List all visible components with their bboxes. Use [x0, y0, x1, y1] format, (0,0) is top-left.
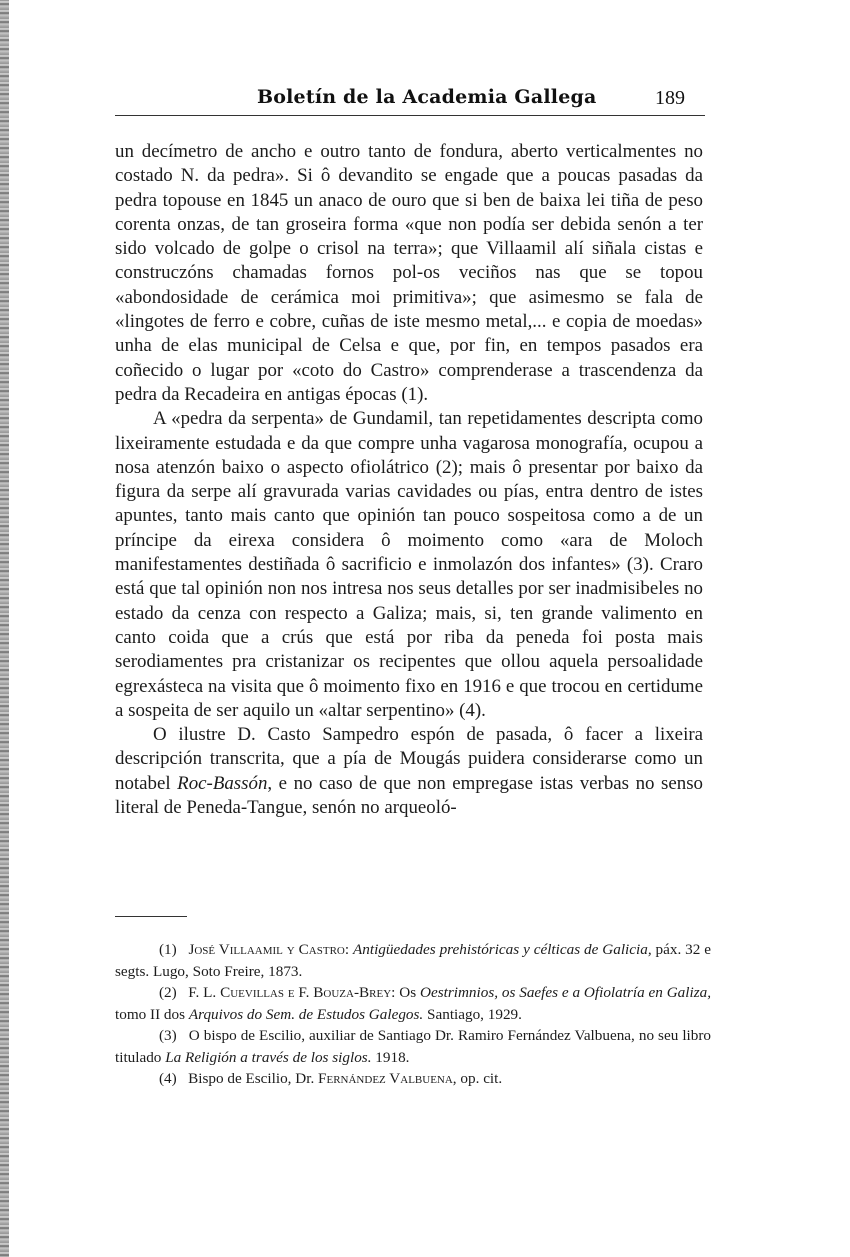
paragraph-3 [115, 723, 703, 820]
page-header [115, 84, 705, 116]
footnote-4 [115, 1068, 711, 1090]
footnote-4-number: (4) [159, 1070, 177, 1087]
footnote-2-rest: Santiago, 1929. [427, 1005, 522, 1023]
paragraph-3-text-end: , e no caso de que non empregase istas verbas no senso literal de Peneda-Tangue, senón no arqueoló- [115, 772, 703, 819]
footnote-4-pre: Bispo de Escilio, Dr. [188, 1070, 315, 1087]
paragraph-2-text: A «pedra da serpenta» de Gundamil, tan repetidamentes descripta como lixeiramente estudada e da que compre unha vagarosa monografía, ocupou a nosa atenzón baixo o aspecto ofiolátrico (2); mais ô presentar por baixo da figura da serpe alí gravurada varias cavidades ou pías, entra dentro de istes apuntes, tanto mais canto que opinión tan pouco sospeitosa como a de un príncipe da eirexa considera ô moimento como «ara de Moloch manifestamentes destiñada ô sacrificio e inmolazón dos infantes» (3). Craro está que tal opinión non nos intresa nos seus detalles por ser inadmisibeles no estado da cenza con respecto a Galiza; mais, si, ten grande valimento en canto coida que a crús que está por riba da peneda foi posta mais serodiamentes pra cristanizar os recipentes que ollou aquela persoalidade egrexásteca na visita que ô moimento fixo en 1916 e que trocou en certidume a sospeita de ser aquilo un «altar serpentino» (4). [115, 408, 703, 721]
paragraph-3-italic: Roc-Bassón [177, 772, 268, 794]
footnote-2-mid1: Os [399, 984, 417, 1001]
footnote-3-rest: 1918. [375, 1048, 410, 1066]
footnotes [115, 939, 711, 1090]
footnote-4-rest: op. cit. [460, 1070, 503, 1087]
footnote-2-mid2: tomo II dos [115, 1005, 186, 1023]
footnote-4-author: Fernández Valbuena, [318, 1070, 457, 1087]
footnote-1-number: (1) [159, 941, 177, 958]
header-rule [115, 115, 705, 116]
footnote-rule [115, 916, 187, 917]
footnote-1-author: José Villaamil y Castro: [188, 941, 350, 958]
footnote-1-rest: páx. 32 e segts. Lugo, Soto Freire, 1873. [115, 941, 712, 980]
paragraph-1 [115, 140, 703, 407]
main-text [115, 140, 703, 820]
paragraph-3-text: O ilustre D. Casto Sampedro espón de pasada, ô facer a lixeira descripción transcrita, que a pía de Mougás puidera considerarse como un notabel [115, 724, 703, 794]
footnote-2-number: (2) [159, 984, 177, 1001]
footnote-2 [115, 982, 711, 1025]
footnote-3-pre: O bispo de Escilio, auxiliar de Santiago Dr. Ramiro Fernández Valbuena, no seu libro titulado [115, 1027, 712, 1066]
footnote-3-number: (3) [159, 1027, 177, 1044]
footnote-1-work: Antigüedades prehistóricas y célticas de Galicia, [353, 941, 652, 958]
footnote-3 [115, 1025, 711, 1068]
book-spine-shadow [0, 0, 9, 1257]
footnote-3-work: La Religión a través de los siglos. [165, 1048, 372, 1066]
paragraph-1-text: un decímetro de ancho e outro tanto de fondura, aberto verticalmentes no costado N. da pedra». Si ô devandito se engade que a poucas pasadas da pedra topouse en 1845 un anaco de ouro que si ben de baixa lei tiña de peso corenta onzas, de tan groseira forma «que non podía ser debida senón a ter sido volcado de golpe o crisol na terra»; que Villaamil alí siñala cistas e construczóns chamadas fornos pol-os veciños nas que se topou «abondosidade de cerámica moi primitiva»; que asimesmo se fala de «lingotes de ferro e cobre, cuñas de iste mesmo metal,... e copia de moedas» unha de elas municipal de Celsa e que, por fin, en tempos pasados era coñecido o lugar por «coto do Castro» comprenderase a trascendenza da pedra da Recadeira en antigas épocas (1). [115, 141, 703, 405]
footnote-2-work2: Arquivos do Sem. de Estudos Galegos. [188, 1005, 424, 1023]
footnote-2-work: Oestrimnios, os Saefes e a Ofiolatría en Galiza, [419, 984, 712, 1001]
page-number: 189 [655, 87, 685, 109]
footnote-1 [115, 939, 711, 982]
footnote-2-author: F. L. Cuevillas e F. Bouza-Brey: [188, 984, 396, 1001]
running-title: Boletín de la Academia Gallega [257, 86, 597, 108]
paragraph-2 [115, 407, 703, 723]
